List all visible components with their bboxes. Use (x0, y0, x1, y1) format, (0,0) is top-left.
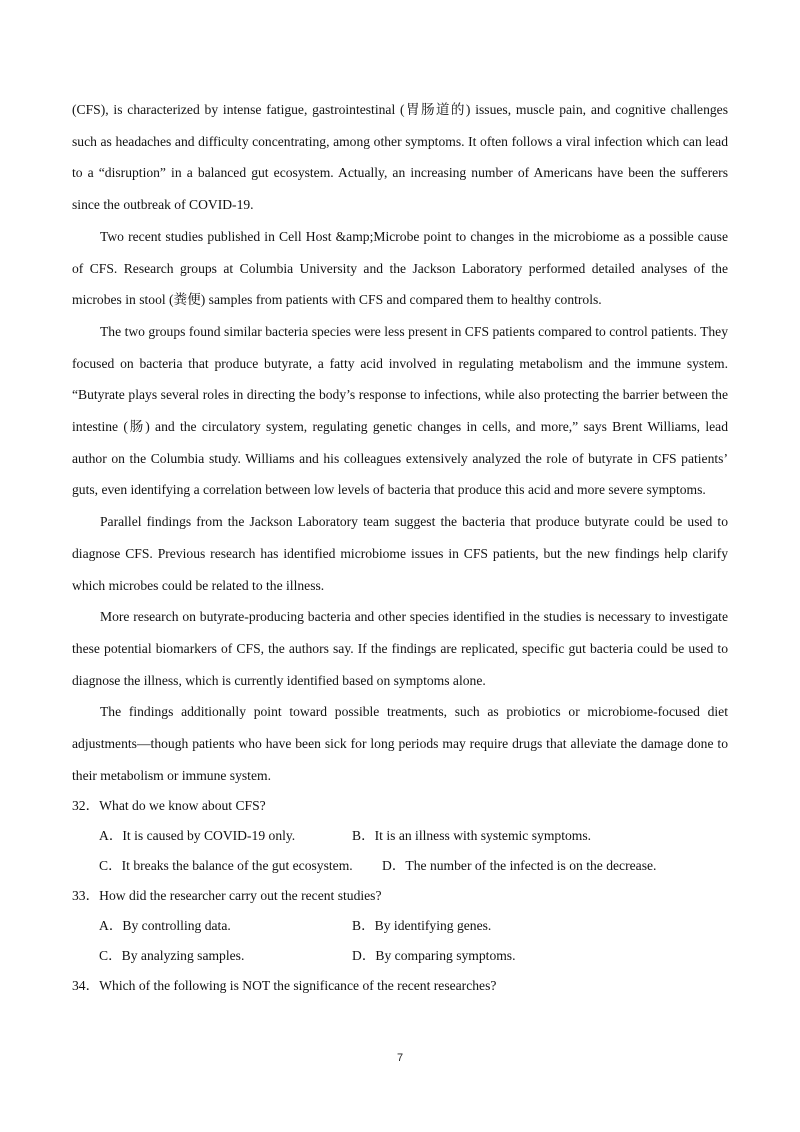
passage-paragraph-2: Two recent studies published in Cell Host &amp;Microbe point to changes in the microbiome as a possible cause of CFS. Research groups at Columbia University and the Jackson Laboratory performed detailed analyses of the microbes in stool (粪便) samples from patients with CFS and compared them to healthy controls. (72, 228, 728, 308)
page-content (72, 94, 728, 1001)
question-34 (72, 971, 728, 1001)
option-d: D．By comparing symptoms. (352, 948, 516, 964)
question-32 (72, 791, 728, 881)
passage-paragraph-4: Parallel findings from the Jackson Laboratory team suggest the bacteria that produce butyrate could be used to diagnose CFS. Previous research has identified microbiome issues in CFS patients, but the new findings help clarify which microbes could be related to the illness. (72, 514, 728, 593)
option-d: D．The number of the infected is on the decrease. (382, 858, 657, 874)
question-stem: 33．How did the researcher carry out the recent studies? (72, 888, 382, 904)
page-number: 7 (396, 1052, 404, 1064)
question-stem: 34．Which of the following is NOT the significance of the recent researches? (72, 978, 497, 994)
option-a: A．By controlling data. (99, 918, 231, 934)
passage-paragraph-3: The two groups found similar bacteria species were less present in CFS patients compared to control patients. They focused on bacteria that produce butyrate, a fatty acid involved in regulating metabolism and the immune system. “Butyrate plays several roles in directing the body’s response to infections, while also protecting the barrier between the intestine (肠) and the circulatory system, regulating genetic changes in cells, and more,” says Brent Williams, lead author on the Columbia study. Williams and his colleagues extensively analyzed the role of butyrate in CFS patients’ guts, even identifying a correlation between low levels of bacteria that produce this acid and more severe symptoms. (72, 323, 728, 498)
option-row (72, 941, 728, 971)
option-b: B．By identifying genes. (352, 918, 492, 934)
question-stem: 32．What do we know about CFS? (72, 798, 266, 814)
option-row (72, 911, 728, 941)
passage-paragraph-5: More research on butyrate-producing bacteria and other species identified in the studies is necessary to investigate these potential biomarkers of CFS, the authors say. If the findings are replicated, specific gut bacteria could be used to diagnose the illness, which is currently identified based on symptoms alone. (72, 609, 728, 688)
option-a: A．It is caused by COVID-19 only. (99, 828, 296, 844)
question-33 (72, 881, 728, 971)
option-c: C．By analyzing samples. (99, 948, 245, 964)
option-row (72, 821, 728, 851)
passage-paragraph-1: (CFS), is characterized by intense fatigue, gastrointestinal (胃肠道的) issues, muscle pain, and cognitive challenges such as headaches and difficulty concentrating, among other symptoms. It often follows a viral infection which can lead to a “disruption” in a balanced gut ecosystem. Actually, an increasing number of Americans have been the sufferers since the outbreak of COVID-19. (72, 102, 728, 213)
option-c: C．It breaks the balance of the gut ecosystem. (99, 858, 353, 874)
option-b: B．It is an illness with systemic symptoms. (352, 828, 592, 844)
passage-paragraph-6: The findings additionally point toward possible treatments, such as probiotics or microbiome-focused diet adjustments—though patients who have been sick for long periods may require drugs that alleviate the damage done to their metabolism or immune system. (72, 704, 728, 783)
option-row (72, 851, 728, 881)
